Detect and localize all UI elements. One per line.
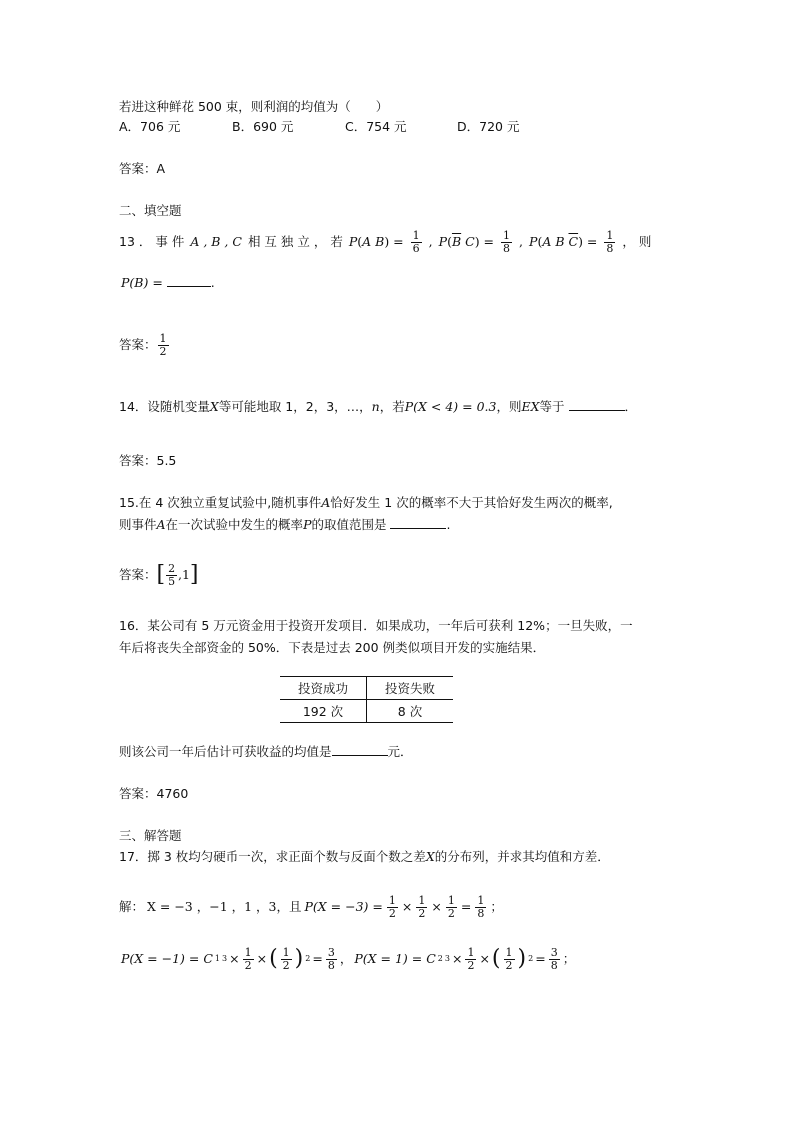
q17-stem: 17．掷 3 枚均匀硬币一次，求正面个数与反面个数之差X的分布列，并求其均值和方差． (119, 849, 610, 864)
q16-line1: 16．某公司有 5 万元资金用于投资开发项目．如果成功，一年后可获利 12%；一旦失败，一 (119, 618, 633, 633)
q13-mid: 相 互 独 立 ， 若 (247, 233, 343, 249)
q14-answer: 答案：5.5 (119, 453, 177, 468)
q13-condition-2: $P(\overline{B}$ C) = (438, 233, 495, 249)
q14-var-x: X (209, 399, 219, 414)
q14-text-i: 等于 (539, 399, 565, 414)
q16-answer: 答案：4760 (119, 786, 189, 801)
q13-stem: 13 ． 事 件 A , B , C 相 互 独 立 ， 若 P(A B) = $\frac{1}{6}$ , $P(\overline{B}$ C) = $\frac{1}{8}$ , P(A B $\overline{C}$) = $\frac{1}{8}$ ， 则 (119, 228, 652, 255)
q17-values: X = −3 ，−1 ，1 ，3，且 (147, 898, 302, 914)
q14-text-c: 等可能地取 1，2，3，…， (218, 399, 372, 414)
q13-condition-1: P(A B) = (348, 233, 404, 249)
q14-ex: EX (521, 399, 540, 414)
table-header-failure: 投资失败 (367, 677, 454, 700)
q12-option-b: B．690 元 (232, 119, 294, 134)
q15-answer-label: 答案： (119, 566, 157, 582)
q15-answer-frac: $\frac{2}{5}$ (168, 561, 176, 588)
q15-answer: 答案： [ $\frac{2}{5}$ , 1 ] (119, 561, 199, 588)
q13-answer-frac: $\frac{1}{2}$ (159, 331, 167, 358)
q12-option-c: C．754 元 (345, 119, 407, 134)
q17-solution-line2: P(X = −1) = C 1 3 × $\frac{1}{2}$ × ( $\frac{1}{2}$ ) 2 = $\frac{3}{8}$ ， P(X = 1) = C 2 3 × $\frac{1}{2}$ × ( $\frac{1}{2}$ ) 2 = $\frac{3}{8}$ ； (121, 945, 576, 972)
q16-blank (332, 754, 388, 756)
table-cell-success: 192 次 (280, 700, 367, 723)
q14-blank (569, 409, 625, 411)
q13-prefix: 13 ． 事 件 (119, 233, 185, 249)
q14-stem: 14．设随机变量X等可能地取 1，2，3，…，n，若P(X < 4) = 0.3，则EX等于 ． (119, 399, 638, 414)
q13-frac-2: $\frac{1}{8}$ (503, 228, 511, 255)
q14-text-g: ，则 (496, 399, 522, 414)
q13-frac-1: $\frac{1}{6}$ (412, 228, 420, 255)
q17-sol-label: 解： (119, 898, 145, 914)
q13-answer (119, 328, 170, 362)
q16-line2: 年后将丧失全部资金的 50%．下表是过去 200 例类似项目开发的实施结果． (119, 640, 546, 655)
q12-stem: 若进这种鲜花 500 束，则利润的均值为（ ） (119, 99, 389, 114)
q12-option-a: A．706 元 (119, 119, 181, 134)
q12-option-d: D．720 元 (457, 119, 520, 134)
q14-condition: P(X < 4) = 0.3 (404, 399, 497, 414)
q13-blank (167, 285, 211, 287)
section-title-fill-blank: 二、填空题 (119, 203, 182, 218)
q13-pb: P(B) = (121, 275, 163, 290)
q13-condition-3: P(A B $\overline{C}$) = (529, 233, 598, 249)
table-cell-failure: 8 次 (367, 700, 454, 723)
section-title-solution: 三、解答题 (119, 828, 182, 843)
q17-p-neg3: P(X = −3) = (304, 898, 383, 914)
q14-text-e: ，若 (379, 399, 405, 414)
q16-results-table (280, 676, 453, 723)
q14-var-n: n (371, 399, 380, 414)
q15-blank (390, 527, 446, 529)
table-header-success: 投资成功 (280, 677, 367, 700)
q17-p-1: P(X = 1) = C (354, 950, 436, 966)
q13-vars: A , B , C (190, 233, 242, 249)
q14-text-a: 14．设随机变量 (119, 399, 210, 414)
q17-solution-line1: 解： X = −3 ，−1 ，1 ，3，且 P(X = −3) = $\frac{1}{2}$ × $\frac{1}{2}$ × $\frac{1}{2}$ = $\frac{1}{8}$ ； (119, 893, 503, 920)
q13-answer-label: 答案： (119, 336, 157, 352)
q16-line3: 则该公司一年后估计可获收益的均值是 元． (119, 744, 413, 759)
q12-answer: 答案：A (119, 161, 166, 176)
q15-line1: 15.在 4 次独立重复试验中,随机事件A恰好发生 1 次的概率不大于其恰好发生两次的概率, (119, 495, 613, 510)
q13-frac-3: $\frac{1}{8}$ (606, 228, 614, 255)
q15-answer-end: 1 (181, 566, 190, 582)
q15-line2: 则事件A在一次试验中发生的概率P的取值范围是 . (119, 517, 451, 532)
q13-line2: P(B) = . (121, 275, 215, 290)
q17-p-neg1: P(X = −1) = C (121, 950, 213, 966)
q13-tail: ， 则 (622, 233, 652, 249)
